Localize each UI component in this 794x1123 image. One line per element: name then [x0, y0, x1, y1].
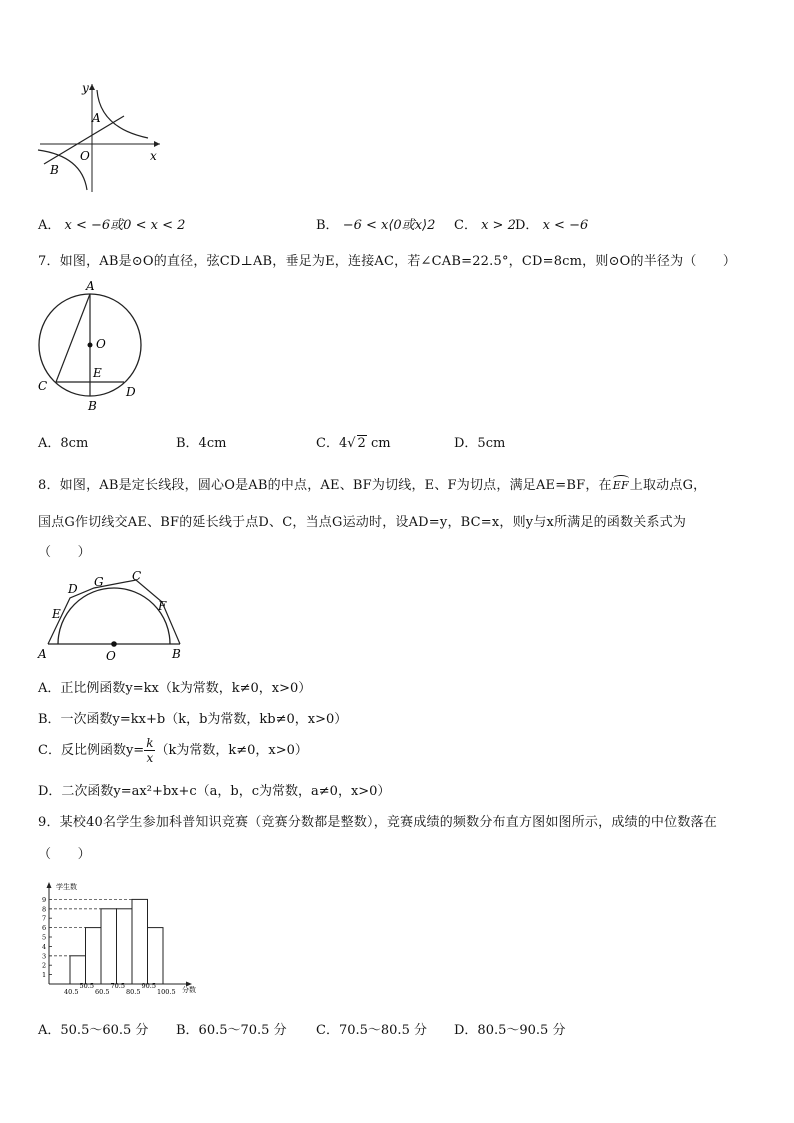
- q9-question-line2: （ ）: [38, 847, 91, 862]
- q7-option-d: D．5cm: [454, 436, 506, 451]
- histogram-x-tick-label: 50.5: [79, 982, 94, 990]
- q8-question-line3: （ ）: [38, 545, 91, 560]
- q8-option-c-suffix: （k为常数，k≠0，x>0）: [155, 743, 308, 758]
- q8-line1-text: 8．如图，AB是定长线段，圆心O是AB的中点，AE、BF为切线，E、F为切点，满足AE=BF，在: [38, 478, 612, 493]
- histogram-bar: [101, 909, 117, 984]
- q8-option-b: B．一次函数y=kx+b（k，b为常数，kb≠0，x>0）: [38, 712, 348, 727]
- histogram-bar: [70, 956, 86, 984]
- histogram-x-tick-label: 60.5: [95, 988, 110, 996]
- q9-option-d: D．80.5～90.5 分: [454, 1023, 566, 1038]
- fig8-label-F: F: [158, 599, 167, 613]
- histogram-bar: [148, 928, 164, 984]
- q6-option-d-label: D．: [515, 218, 539, 233]
- fig8-label-O: O: [106, 649, 116, 662]
- q8-figure: [34, 566, 186, 662]
- histogram-xlabel: 分数: [182, 986, 196, 994]
- q6-option-a: [38, 214, 185, 233]
- fig7-label-A: A: [86, 279, 95, 293]
- fig8-label-G: G: [94, 575, 104, 589]
- histogram-y-tick-label: 6: [42, 924, 47, 933]
- fig7-label-C: C: [38, 379, 48, 393]
- q6-figure: [30, 76, 170, 196]
- q6-option-c-text: x > 2: [481, 218, 516, 233]
- fig8-label-D: D: [68, 582, 78, 596]
- q8-option-d: D．二次函数y=ax²+bx+c（a，b，c为常数，a≠0，x>0）: [38, 784, 391, 799]
- q8-option-c-fraction: [144, 736, 155, 765]
- q6-option-b-text: −6 < x⟨0或x⟩2: [342, 218, 436, 233]
- histogram-x-tick-label: 80.5: [126, 988, 141, 996]
- q9-option-b: B．60.5～70.5 分: [176, 1023, 287, 1038]
- q8-option-c-prefix: C．反比例函数y=: [38, 743, 145, 758]
- q7-figure: [32, 278, 144, 414]
- q8-option-c: [38, 736, 308, 765]
- histogram-x-tick-label: 70.5: [110, 982, 125, 990]
- q7-option-c: [316, 432, 391, 451]
- q9-option-c: C．70.5～80.5 分: [316, 1023, 427, 1038]
- fig6-label-O: O: [80, 149, 90, 163]
- fig6-label-y: y: [82, 81, 89, 95]
- q9-question-line1: 9．某校40名学生参加科普知识竞赛（竞赛分数都是整数），竞赛成绩的频数分布直方图如图所示，成绩的中位数落在: [38, 815, 717, 830]
- q7-option-c-suffix: cm: [370, 436, 391, 451]
- histogram-x-tick-label: 90.5: [141, 982, 156, 990]
- q7-option-b: B．4cm: [176, 436, 227, 451]
- fig6-label-B: B: [50, 163, 59, 177]
- histogram-x-tick-label: 100.5: [157, 988, 176, 996]
- q8-question-line1: [38, 474, 706, 493]
- arc-symbol-icon: [613, 475, 629, 482]
- fig8-label-E: E: [52, 607, 61, 621]
- q7-question-text: 7．如图，AB是⊙O的直径，弦CD⊥AB，垂足为E，连接AC，若∠CAB=22.5°，CD=8cm，则⊙O的半径为（ ）: [38, 254, 737, 269]
- q6-option-c-label: C．: [454, 218, 477, 233]
- histogram-y-tick-label: 4: [42, 942, 47, 951]
- q8-option-c-denominator: x: [146, 751, 154, 765]
- histogram-y-tick-label: 1: [42, 971, 47, 980]
- fig8-label-C: C: [132, 569, 142, 583]
- q8-option-a: A．正比例函数y=kx（k为常数，k≠0，x>0）: [38, 681, 312, 696]
- histogram-bar: [132, 899, 148, 984]
- q6-option-d: [515, 214, 588, 233]
- q7-option-c-prefix: C．4: [316, 436, 348, 451]
- histogram-bar: [117, 909, 133, 984]
- q8-arc-letters: EF: [612, 479, 629, 492]
- histogram-y-tick-label: 9: [42, 895, 47, 904]
- q8-option-c-numerator: k: [146, 736, 154, 750]
- sqrt-symbol-icon: √: [347, 436, 356, 451]
- fig7-label-B: B: [88, 399, 97, 413]
- fig7-label-E: E: [93, 366, 102, 380]
- q6-option-a-text: x < −6或0 < x < 2: [64, 218, 186, 233]
- q8-arc-label: [613, 479, 629, 492]
- fig6-label-x: x: [150, 149, 157, 163]
- fig7-label-O: O: [96, 337, 106, 351]
- histogram-ylabel: 学生数: [56, 883, 77, 891]
- histogram-x-tick-label: 40.5: [64, 988, 79, 996]
- q6-option-a-label: A．: [38, 218, 61, 233]
- fig8-label-B: B: [172, 647, 181, 661]
- q9-histogram: [36, 876, 206, 1002]
- histogram-y-tick-label: 2: [42, 961, 47, 970]
- q6-option-d-text: x < −6: [542, 218, 589, 233]
- q7-option-c-radicand: 2: [357, 436, 366, 451]
- histogram-bar: [86, 928, 102, 984]
- histogram-y-tick-label: 7: [42, 914, 47, 923]
- q6-option-b-label: B．: [316, 218, 339, 233]
- q6-option-c: [454, 214, 516, 233]
- fig7-label-D: D: [126, 385, 136, 399]
- histogram-y-tick-label: 8: [42, 905, 47, 914]
- q9-option-a: A．50.5～60.5 分: [38, 1023, 149, 1038]
- fig8-label-A: A: [38, 647, 47, 661]
- histogram-y-tick-label: 3: [42, 952, 47, 961]
- q8-line1-tail: 上取动点G，: [629, 478, 707, 493]
- q7-option-a: A．8cm: [38, 436, 89, 451]
- q6-option-b: [316, 214, 435, 233]
- histogram-y-tick-label: 5: [42, 933, 47, 942]
- fig6-label-A: A: [92, 111, 101, 125]
- q8-question-line2: 国点G作切线交AE、BF的延长线于点D、C，当点G运动时，设AD=y，BC=x，则y与x所满足的函数关系式为: [38, 515, 687, 530]
